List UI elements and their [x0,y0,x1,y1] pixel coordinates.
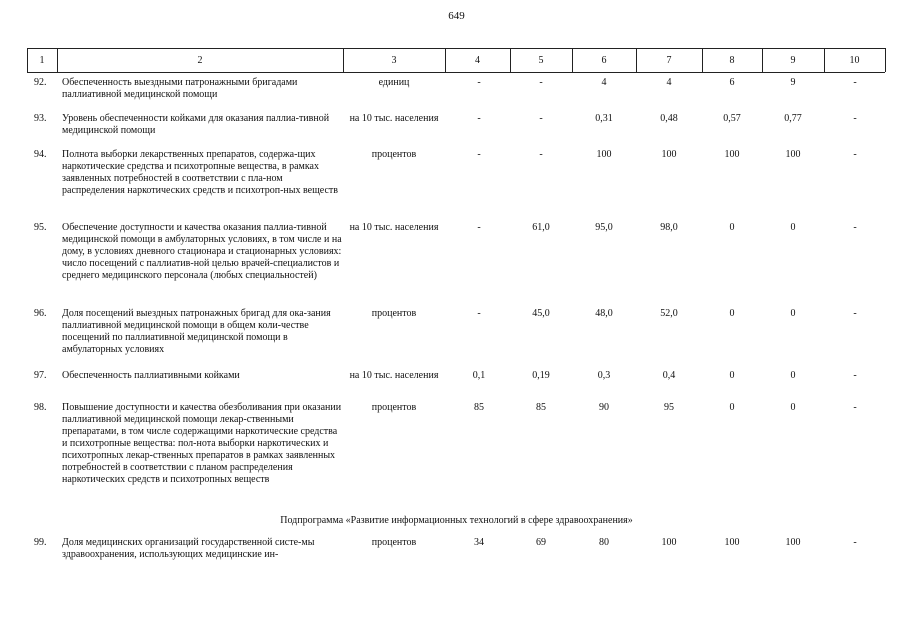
column-header: 3 [391,55,397,66]
column-header: 1 [39,55,45,66]
value-col-10: - [853,308,857,319]
unit-of-measure: процентов [371,537,417,548]
value-col-10: - [853,402,857,413]
value-col-4: - [477,308,481,319]
value-col-9: 9 [790,77,796,88]
value-col-5: - [539,149,543,160]
value-col-6: 0,31 [595,113,613,124]
indicator-name: Обеспеченность выездными патронажными бригадами паллиативной медицинской помощи [62,77,298,100]
unit-of-measure: на 10 тыс. населения [349,222,439,233]
header-top-border [27,48,885,49]
value-col-4: - [477,77,481,88]
value-col-9: 100 [785,537,801,548]
row-number: 97. [34,370,47,381]
value-col-6: 100 [596,149,612,160]
value-col-9: 0 [790,370,796,381]
value-col-7: 98,0 [660,222,678,233]
value-col-6: 90 [599,402,609,413]
value-col-9: 100 [785,149,801,160]
value-col-8: 0 [729,402,735,413]
value-col-7: 0,48 [660,113,678,124]
value-col-10: - [853,77,857,88]
row-number: 95. [34,222,47,233]
value-col-9: 0 [790,222,796,233]
value-col-4: - [477,149,481,160]
value-col-5: - [539,77,543,88]
column-header: 4 [475,55,480,66]
value-col-8: 0 [729,222,735,233]
row-number: 99. [34,537,47,548]
indicator-name: Обеспечение доступности и качества оказания паллиа-тивной медицинской помощи в амбулаторных условиях, в том числе и на дому, в условиях дневного стационара и стационарных условиях: число посещений с паллиатив-ной целью врачей-специалистов и среднего медицинского персонала (любых специальностей) [62,222,342,281]
value-col-4: - [477,222,481,233]
row-number: 98. [34,402,47,413]
value-col-7: 4 [666,77,672,88]
column-header: 10 [849,55,860,66]
value-col-9: 0 [790,308,796,319]
value-col-5: 0,19 [532,370,550,381]
unit-of-measure: на 10 тыс. населения [349,370,439,381]
value-col-5: 61,0 [532,222,550,233]
value-col-10: - [853,222,857,233]
value-col-6: 0,3 [597,370,611,381]
row-number: 93. [34,113,47,124]
value-col-8: 100 [724,149,740,160]
value-col-7: 52,0 [660,308,678,319]
value-col-4: 85 [474,402,484,413]
indicator-name: Полнота выборки лекарственных препаратов, содержа-щих наркотические средства и психотропные вещества, в рамках заявленных потребностей в соответствии с пла-ном распределения наркотических средств и психотроп-ных веществ [62,149,338,196]
value-col-10: - [853,370,857,381]
value-col-6: 48,0 [595,308,613,319]
unit-of-measure: процентов [371,308,417,319]
value-col-8: 6 [729,77,735,88]
value-col-10: - [853,149,857,160]
indicator-name: Повышение доступности и качества обезболивания при оказании паллиативной медицинской помощи лекар-ственными препаратами, в том числе содержащими наркотические средства и психотропные вещества: пол-нота выборки наркотических и психотропных лекар-ственных препаратов в рамках заявленных потребностей в соответствии с планом распределения наркотических средств и психотропных веществ [62,402,342,485]
column-header: 5 [538,55,544,66]
value-col-6: 4 [601,77,607,88]
unit-of-measure: процентов [371,402,417,413]
unit-of-measure: единиц [378,77,410,88]
row-number: 94. [34,149,47,160]
value-col-10: - [853,537,857,548]
indicator-name: Доля медицинских организаций государственной систе-мы здравоохранения, использующих медицинские ин- [62,537,315,560]
indicator-name: Уровень обеспеченности койками для оказания паллиа-тивной медицинской помощи [62,113,330,136]
row-number: 92. [34,77,47,88]
value-col-8: 0 [729,370,735,381]
value-col-6: 95,0 [595,222,613,233]
subprogram-heading: Подпрограмма «Развитие информационных технологий в сфере здравоохранения» [280,515,633,526]
value-col-4: 34 [474,537,484,548]
value-col-7: 0,4 [662,370,676,381]
value-col-9: 0 [790,402,796,413]
page-number: 649 [448,10,465,22]
value-col-10: - [853,113,857,124]
value-col-5: 85 [536,402,546,413]
value-col-9: 0,77 [784,113,802,124]
value-col-7: 100 [661,537,677,548]
value-col-7: 95 [664,402,674,413]
header-divider [885,48,886,72]
value-col-6: 80 [599,537,609,548]
column-header: 6 [601,55,607,66]
column-header: 2 [197,55,203,66]
column-header: 7 [666,55,672,66]
column-header: 8 [729,55,735,66]
column-header: 9 [790,55,796,66]
value-col-7: 100 [661,149,677,160]
value-col-5: - [539,113,543,124]
indicator-name: Обеспеченность паллиативными койками [62,370,240,381]
value-col-5: 45,0 [532,308,550,319]
indicator-name: Доля посещений выездных патронажных бригад для ока-зания паллиативной медицинской помощи в общем коли-честве посещений по паллиативной медицинской помощи в амбулаторных условиях [62,308,331,355]
unit-of-measure: на 10 тыс. населения [349,113,439,124]
value-col-8: 0 [729,308,735,319]
value-col-4: 0,1 [472,370,486,381]
value-col-8: 0,57 [723,113,741,124]
value-col-5: 69 [536,537,546,548]
unit-of-measure: процентов [371,149,417,160]
value-col-8: 100 [724,537,740,548]
row-number: 96. [34,308,47,319]
value-col-4: - [477,113,481,124]
header-bottom-border [27,72,885,73]
